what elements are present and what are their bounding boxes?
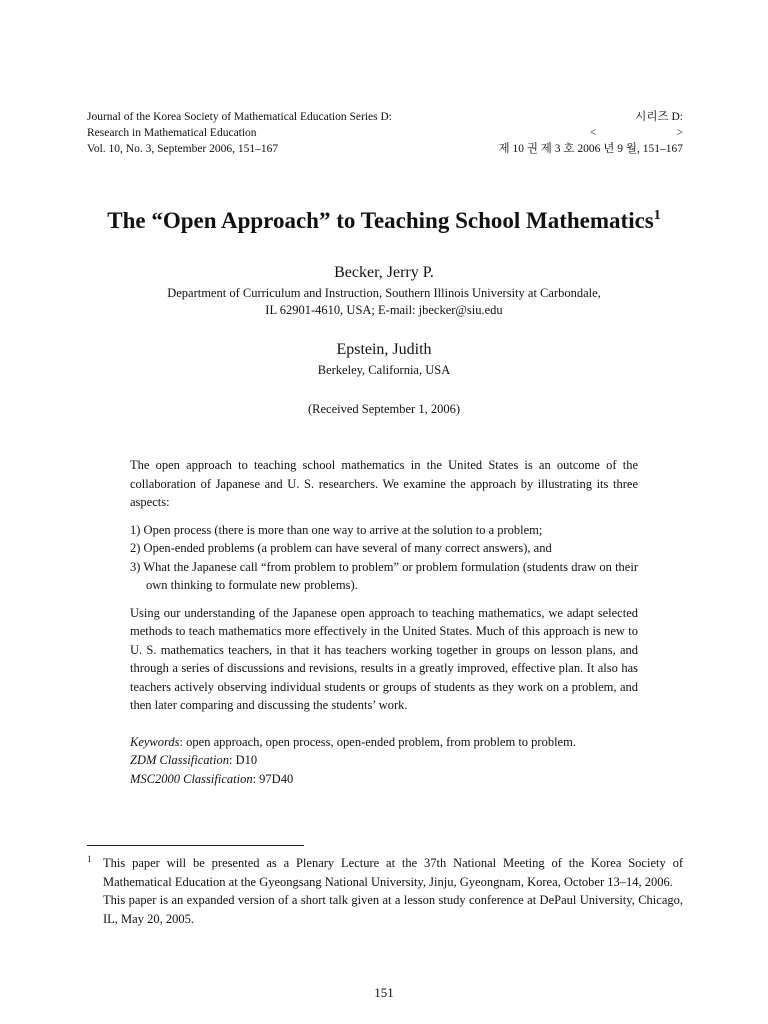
korean-volume-line: 제 10 권 제 3 호 2006 년 9 월, 151–167 [498,143,683,155]
journal-info-english [87,109,447,157]
author-block-1 [0,264,768,319]
footnote-divider [87,845,304,846]
abstract-body: Using our understanding of the Japanese open approach to teaching mathematics, we adapt selected methods to teach mathematics more effectively in the United States. Much of this approach is new to U. S. mathematics teachers, in that it has teachers working together in groups on lesson plans, and through a series of discussions and revisions, results in a greatly improved, effective plan. It also has teachers actively observing individual students or groups of students as they work on a problem, and then later comparing and discussing the students’ work. [130,605,638,712]
page-number: 151 [374,985,394,1000]
journal-subtitle-line: Research in Mathematical Education [87,127,257,139]
abstract-intro: The open approach to teaching school mathematics in the United States is an outcome of the collaboration of Japanese and U. S. researchers. We examine the approach by illustrating its three aspects: [130,458,638,509]
title-footnote-mark: 1 [653,208,661,223]
author-name: Epstein, Judith [336,341,432,358]
author-affiliation [0,362,768,379]
footnote [87,854,683,928]
journal-info-korean [423,109,683,157]
paper-title-text: The “Open Approach” to Teaching School Mathematics [107,208,654,233]
author-affiliation [0,285,768,319]
journal-name-line: Journal of the Korea Society of Mathematical Education Series D: [87,111,392,123]
paper-title [0,208,768,234]
list-item: 3) What the Japanese call “from problem to problem” or problem formulation (students draw on their own thinking to formulate new problems). [130,559,638,592]
affiliation-email-line: IL 62901-4610, USA; E-mail: jbecker@siu.edu [265,303,503,317]
list-item: 2) Open-ended problems (a problem can have several of many correct answers), and [130,541,552,555]
keywords-label: Keywords [130,734,180,749]
zdm-value: : D10 [228,753,258,767]
keywords-block [130,733,638,789]
msc-label: MSC2000 Classification [130,771,253,786]
footnote-body [103,854,683,928]
keywords-value: : open approach, open process, open-ended problem, from problem to problem. [179,734,576,749]
keywords-line [130,733,638,752]
footnote-para-1: This paper will be presented as a Plenary Lecture at the 37th National Meeting of the Korea Society of Mathematical Education at the Gyeongsang National University, Jinju, Gyeongnam, Korea, October 13–14, 2006. [103,856,683,889]
zdm-label: ZDM Classification [130,753,229,767]
abstract [130,456,638,788]
zdm-line [130,751,638,770]
korean-series-line: 시리즈 D: [635,111,683,123]
received-date: (Received September 1, 2006) [307,402,461,416]
affiliation-line: Berkeley, California, USA [317,363,451,377]
korean-bracket-line [423,125,683,141]
bracket-open: < [590,127,597,139]
footnote-mark: 1 [87,854,92,864]
author-name: Becker, Jerry P. [334,264,434,281]
author-block-2 [0,341,768,379]
footnote-para-2: This paper is an expanded version of a short talk given at a lesson study conference at DePaul University, Chicago, IL, May 20, 2005. [103,893,683,926]
list-item: 1) Open process (there is more than one way to arrive at the solution to a problem; [130,522,543,537]
msc-line [130,770,638,789]
aspects-list [130,521,638,595]
bracket-close: > [676,127,683,139]
journal-volume-line: Vol. 10, No. 3, September 2006, 151–167 [87,143,279,155]
msc-value: : 97D40 [252,771,294,786]
affiliation-line: Department of Curriculum and Instruction, Southern Illinois University at Carbondale, [167,286,601,300]
